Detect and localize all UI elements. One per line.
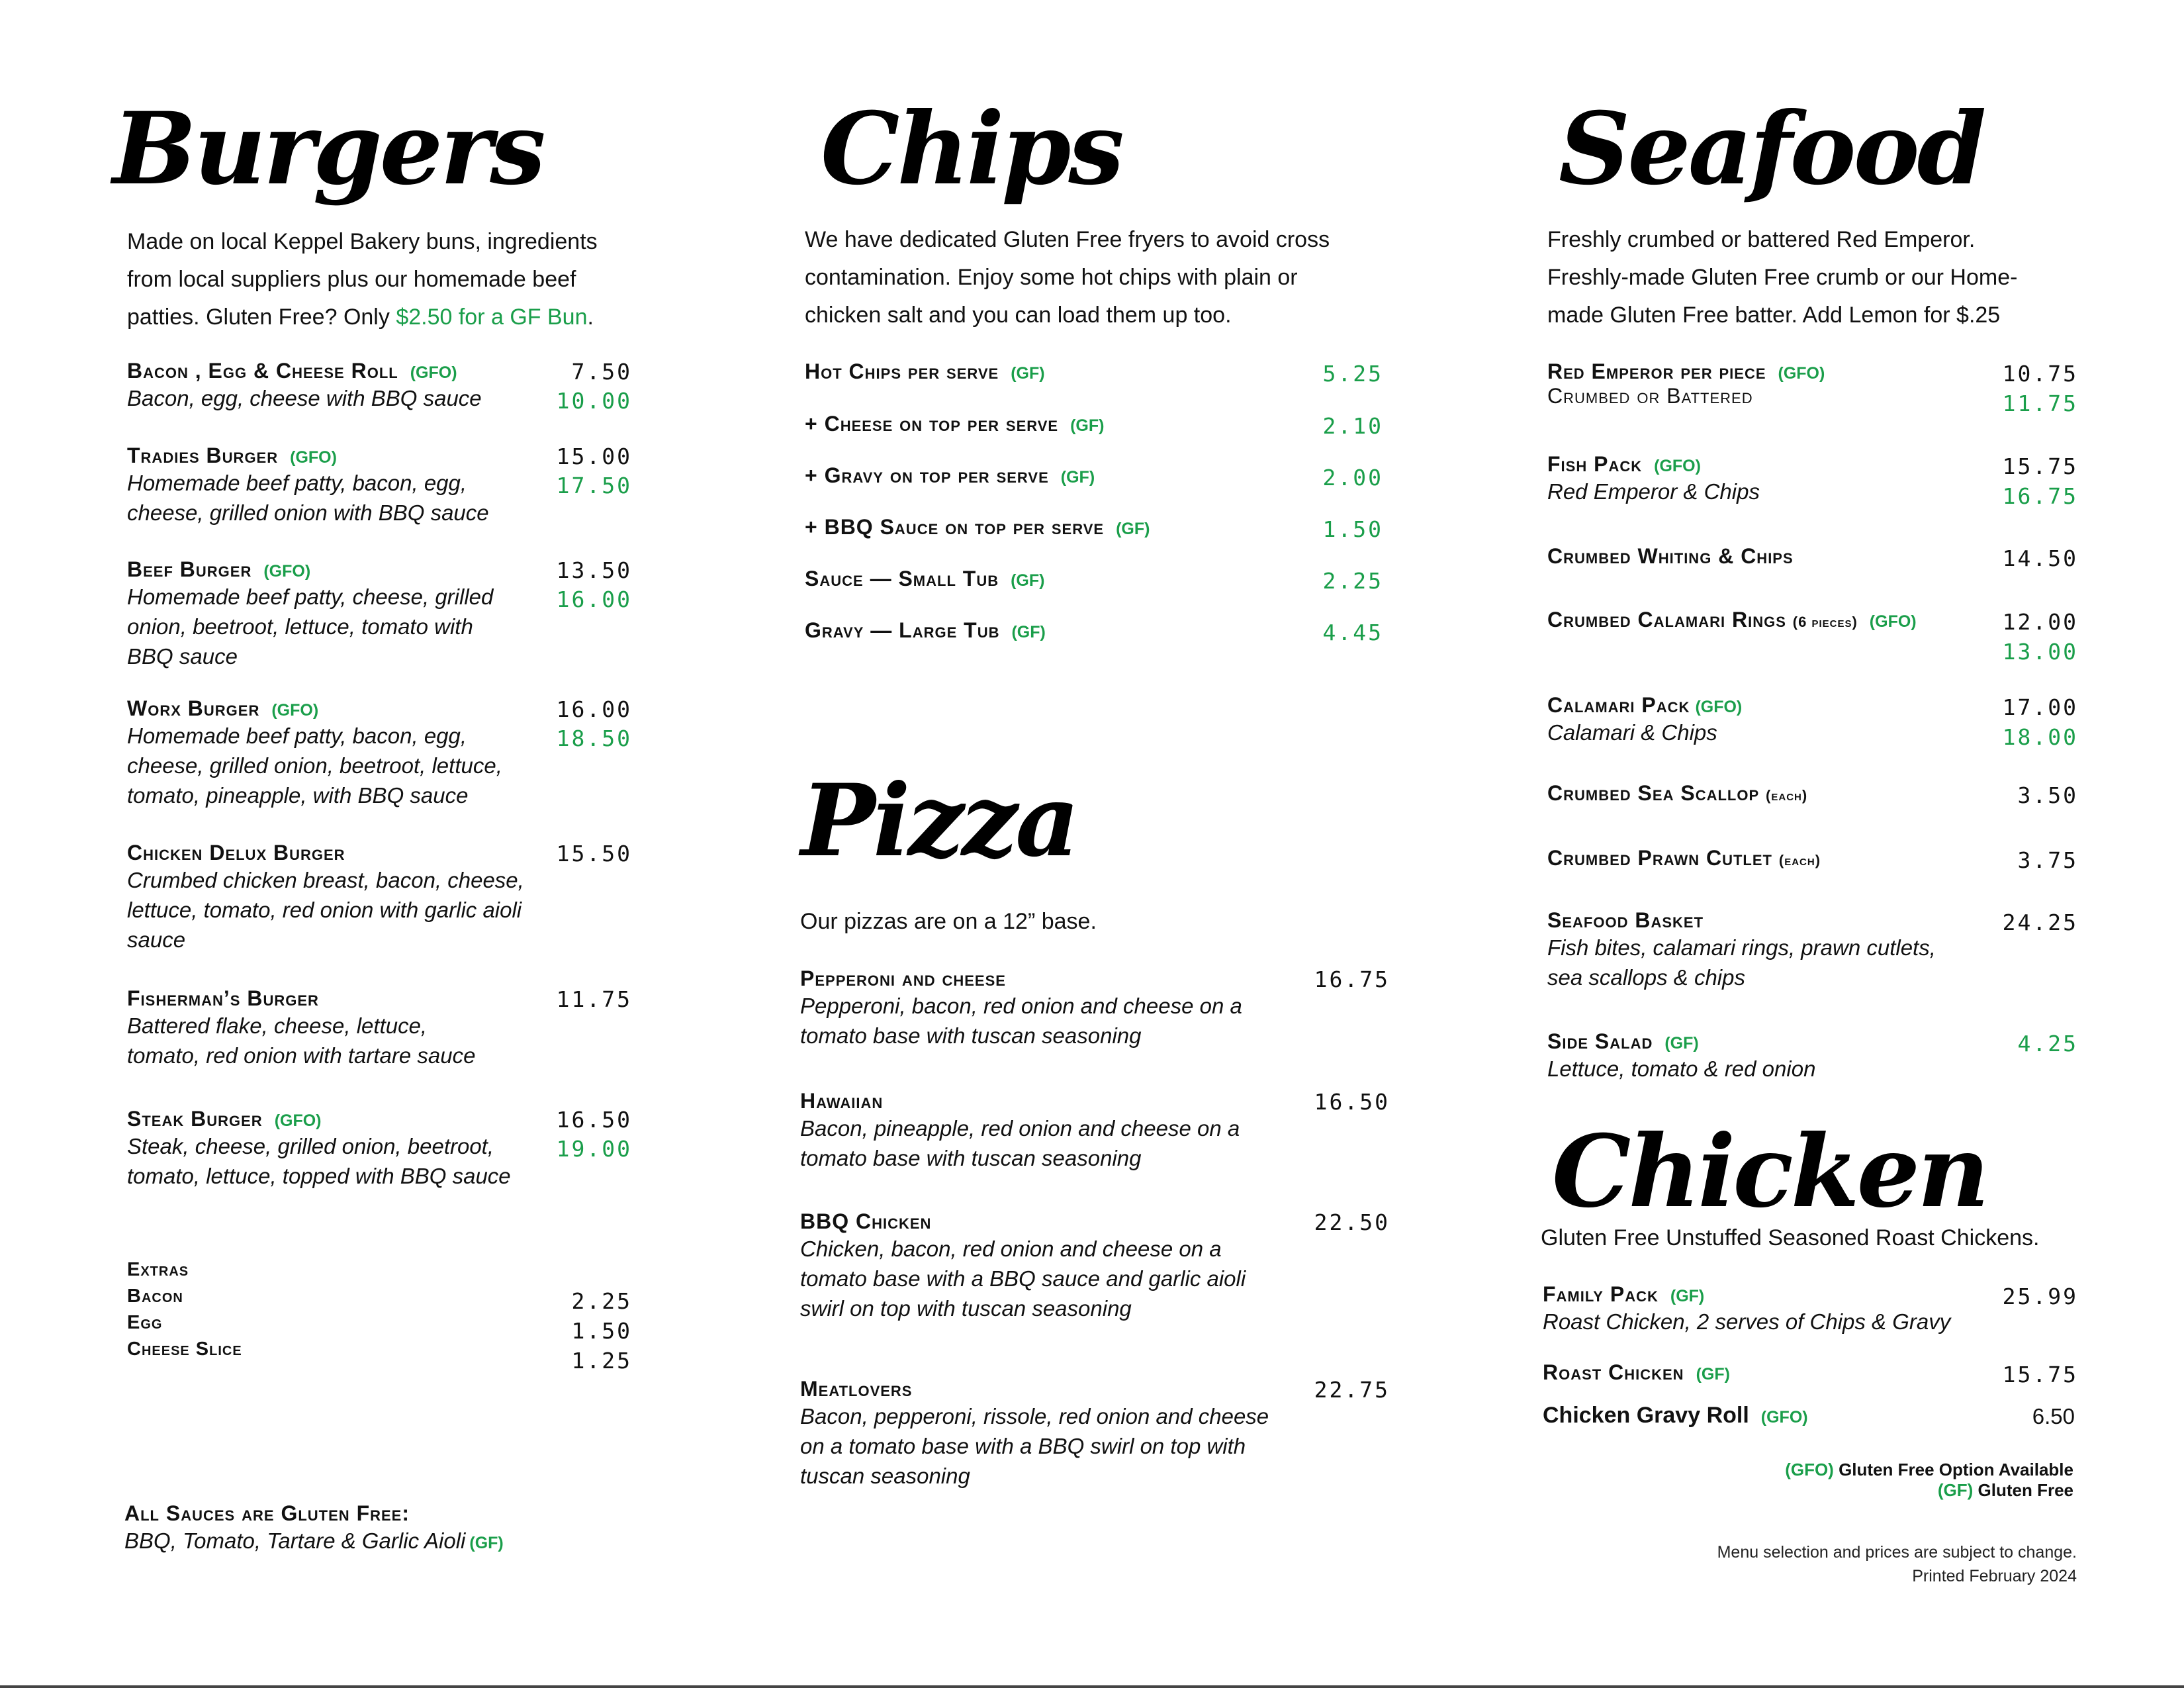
legend-gf-text: Gluten Free: [1978, 1480, 2073, 1500]
item-description: Steak, cheese, grilled onion, beetroot, tomato, lettuce, topped with BBQ sauce: [127, 1134, 511, 1188]
item-price: 5.25: [1322, 361, 1383, 387]
item-description: Bacon, pepperoni, rissole, red onion and cheese on a tomato base with a BBQ swirl on top with tuscan seasoning: [800, 1404, 1269, 1488]
menu-item: [805, 515, 1150, 539]
item-price-gf: 4.25: [2017, 1031, 2078, 1056]
item-name: Seafood Basket: [1547, 908, 1704, 932]
item-description: Battered flake, cheese, lettuce, tomato, red onion with tartare sauce: [127, 1013, 476, 1068]
item-price-gf: 18.00: [2002, 724, 2078, 750]
item-description: Calamari & Chips: [1547, 720, 1717, 745]
gf-tag: (GF): [469, 1534, 504, 1552]
item-name: Crumbed Sea Scallop: [1547, 781, 1760, 805]
legend-gfo-text: Gluten Free Option Available: [1839, 1460, 2073, 1479]
menu-item: [1543, 1403, 1808, 1429]
item-price: 6.50: [2032, 1404, 2075, 1429]
sauces-list: BBQ, Tomato, Tartare & Garlic Aioli: [124, 1528, 466, 1553]
extra-name: Bacon: [127, 1286, 183, 1307]
item-name: Worx Burger: [127, 696, 260, 720]
item-price: 16.50: [1314, 1089, 1390, 1115]
item-name: Hot Chips per serve: [805, 359, 999, 383]
burgers-intro: [127, 223, 630, 336]
item-name: Red Emperor per piece: [1547, 359, 1766, 383]
menu-item: [805, 359, 1045, 384]
menu-item: [127, 696, 531, 810]
menu-item: [805, 463, 1095, 488]
item-name: BBQ Chicken: [800, 1209, 932, 1233]
chips-title: Chips: [821, 91, 1122, 207]
item-price: 17.00: [2002, 694, 2078, 720]
footer-print-date: Printed February 2024: [1912, 1567, 2077, 1585]
item-price: 15.75: [2002, 453, 2078, 479]
item-price-gf: 13.00: [2002, 639, 2078, 665]
item-description: Homemade beef patty, bacon, egg, cheese, grilled onion with BBQ sauce: [127, 471, 489, 525]
item-description: Red Emperor & Chips: [1547, 479, 1760, 504]
item-name: Roast Chicken: [1543, 1360, 1684, 1384]
menu-item: [1547, 452, 2024, 506]
gf-tag: (GF): [1696, 1365, 1730, 1383]
extra-name: Egg: [127, 1312, 163, 1333]
gfo-tag: (GFO): [1869, 612, 1917, 631]
item-description: Fish bites, calamari rings, prawn cutlets, sea scallops & chips: [1547, 935, 1936, 990]
item-qualifier: (each): [1766, 787, 1808, 804]
item-price: 10.75: [2002, 361, 2078, 387]
item-price: 24.25: [2002, 910, 2078, 935]
menu-item: [800, 1089, 1277, 1173]
extra-price: 2.25: [571, 1288, 632, 1314]
gf-tag: (GF): [1011, 364, 1045, 383]
item-price: 13.50: [556, 557, 632, 583]
item-qualifier: (6 pieces): [1792, 614, 1858, 630]
item-name: Fish Pack: [1547, 452, 1643, 476]
item-name: Calamari Pack: [1547, 693, 1690, 717]
gf-bun-price: $2.50 for a GF Bun: [396, 305, 588, 330]
item-name: Family Pack: [1543, 1282, 1659, 1306]
item-description: Crumbed or Battered: [1547, 384, 1753, 408]
menu-item: [127, 986, 498, 1070]
item-price-gf: 11.75: [2002, 391, 2078, 416]
menu-item: [127, 841, 537, 955]
item-name: Crumbed Calamari Rings: [1547, 608, 1786, 632]
lemon-price: $.25: [1956, 303, 2001, 328]
footer-disclaimer: Menu selection and prices are subject to change.: [1717, 1543, 2077, 1562]
item-price: 2.00: [1322, 465, 1383, 491]
pizza-title: Pizza: [801, 763, 1077, 879]
item-price-gf: 16.75: [2002, 483, 2078, 509]
pizza-intro: Our pizzas are on a 12” base.: [800, 909, 1097, 934]
item-name: + Cheese on top per serve: [805, 412, 1059, 436]
item-description: Chicken, bacon, red onion and cheese on a tomato base with a BBQ sauce and garlic aioli swirl on top with tuscan seasoning: [800, 1237, 1246, 1321]
gfo-tag: (GFO): [274, 1111, 322, 1130]
menu-item: [1543, 1282, 2019, 1336]
gf-tag: (GF): [1011, 571, 1045, 590]
gf-tag: (GF): [1060, 468, 1095, 487]
item-price: 15.50: [556, 841, 632, 867]
item-name: Tradies Burger: [127, 444, 279, 467]
gfo-tag: (GFO): [1654, 457, 1701, 475]
menu-item: [1547, 908, 1958, 992]
item-price: 16.00: [556, 696, 632, 722]
item-price-gf: 19.00: [556, 1136, 632, 1162]
item-price: 15.75: [2002, 1362, 2078, 1387]
item-name: Chicken Delux Burger: [127, 841, 345, 865]
legend-gfo-tag: (GFO): [1785, 1460, 1834, 1479]
item-description: Homemade beef patty, bacon, egg, cheese, grilled onion, beetroot, lettuce, tomato, pineapple, with BBQ sauce: [127, 724, 502, 808]
item-description: Homemade beef patty, cheese, grilled onion, beetroot, lettuce, tomato with BBQ sauce: [127, 585, 494, 669]
menu-item: [127, 359, 551, 413]
item-description: Crumbed chicken breast, bacon, cheese, lettuce, tomato, red onion with garlic aioli sauce: [127, 868, 524, 952]
gfo-tag: (GFO): [1695, 698, 1743, 716]
item-name: Beef Burger: [127, 557, 252, 581]
item-price: 16.50: [556, 1107, 632, 1133]
seafood-intro: [1547, 221, 2050, 334]
menu-item: [1547, 1029, 2024, 1084]
extra-name: Cheese Slice: [127, 1338, 242, 1360]
gf-tag: (GF): [1664, 1034, 1699, 1053]
extra-price: 1.25: [571, 1348, 632, 1374]
legend-gf: [1655, 1480, 2073, 1501]
legend-gfo: [1655, 1460, 2073, 1480]
gf-tag: (GF): [1116, 520, 1150, 538]
item-description: Bacon, egg, cheese with BBQ sauce: [127, 386, 482, 410]
item-price-gf: 18.50: [556, 726, 632, 751]
gfo-tag: (GFO): [1760, 1408, 1808, 1427]
menu-item: [800, 966, 1277, 1051]
gfo-tag: (GFO): [263, 562, 311, 581]
item-price: 1.50: [1322, 516, 1383, 542]
item-price: 2.10: [1322, 413, 1383, 439]
burgers-title: Burgers: [113, 91, 543, 207]
gf-tag: (GF): [1670, 1287, 1705, 1305]
sauces-note: [124, 1501, 504, 1558]
footer-note: [1588, 1540, 2077, 1588]
item-name: Meatlovers: [800, 1377, 913, 1401]
extras-heading: Extras: [127, 1259, 189, 1280]
item-price: 22.50: [1314, 1209, 1390, 1235]
menu-item: [800, 1209, 1277, 1323]
item-price: 25.99: [2002, 1284, 2078, 1309]
item-description: Lettuce, tomato & red onion: [1547, 1056, 1816, 1081]
menu-item: [805, 567, 1044, 591]
menu-item: [127, 1107, 551, 1191]
chips-intro: We have dedicated Gluten Free fryers to avoid cross contamination. Enjoy some hot chips with plain or chicken salt and you can load them up too.: [805, 227, 1330, 328]
item-name: Crumbed Prawn Cutlet: [1547, 846, 1772, 870]
menu-item: [800, 1377, 1277, 1491]
item-description: Roast Chicken, 2 serves of Chips & Gravy: [1543, 1309, 1951, 1334]
item-name: Crumbed Whiting & Chips: [1547, 544, 1794, 568]
sauces-heading: All Sauces are Gluten Free:: [124, 1501, 410, 1525]
menu-item: [1547, 359, 2024, 408]
menu-item: [805, 412, 1104, 436]
menu-item: [1547, 781, 1807, 806]
gf-tag: (GF): [1011, 623, 1046, 641]
item-price: 12.00: [2002, 609, 2078, 635]
extra-price: 1.50: [571, 1318, 632, 1344]
menu-item: [127, 557, 518, 671]
menu-item: [1543, 1360, 1730, 1385]
menu-item: [1547, 846, 1821, 870]
menu-item: [1547, 544, 1794, 569]
item-name: Pepperoni and cheese: [800, 966, 1006, 990]
item-name: Hawaiian: [800, 1089, 884, 1113]
menu-item: [805, 618, 1046, 643]
item-name: Steak Burger: [127, 1107, 263, 1131]
seafood-title: Seafood: [1559, 91, 1984, 207]
gf-tag: (GF): [1070, 416, 1105, 435]
item-qualifier: (each): [1778, 852, 1821, 868]
legend: [1655, 1460, 2073, 1501]
gfo-tag: (GFO): [290, 448, 337, 467]
item-description: Bacon, pineapple, red onion and cheese on a tomato base with tuscan seasoning: [800, 1116, 1240, 1170]
legend-gf-tag: (GF): [1937, 1480, 1974, 1500]
chicken-intro: Gluten Free Unstuffed Seasoned Roast Chickens.: [1541, 1225, 2040, 1250]
item-price-gf: 17.50: [556, 473, 632, 498]
item-name: Chicken Gravy Roll: [1543, 1403, 1749, 1428]
item-price: 2.25: [1322, 568, 1383, 594]
item-name: Fisherman’s Burger: [127, 986, 319, 1010]
chicken-title: Chicken: [1552, 1113, 1987, 1230]
burgers-intro-text: Made on local Keppel Bakery buns, ingredients from local suppliers plus our homemade beef patties. Gluten Free? Only: [127, 229, 598, 330]
item-price-gf: 10.00: [556, 388, 632, 414]
item-description: Pepperoni, bacon, red onion and cheese on a tomato base with tuscan seasoning: [800, 994, 1242, 1048]
item-price: 3.50: [2017, 782, 2078, 808]
item-name: Gravy — Large Tub: [805, 618, 1000, 642]
gfo-tag: (GFO): [410, 363, 457, 382]
item-price: 16.75: [1314, 966, 1390, 992]
item-price: 4.45: [1322, 620, 1383, 645]
gfo-tag: (GFO): [1778, 364, 1825, 383]
item-name: + BBQ Sauce on top per serve: [805, 515, 1105, 539]
menu-item: [127, 444, 524, 528]
seafood-intro-text: Freshly crumbed or battered Red Emperor. Freshly-made Gluten Free crumb or our Home-made Gluten Free batter. Add Lemon for: [1547, 227, 2018, 328]
extras-list: [127, 1256, 242, 1362]
item-price: 7.50: [571, 359, 632, 385]
item-name: Side Salad: [1547, 1029, 1653, 1053]
menu-item: [1547, 693, 2024, 747]
gfo-tag: (GFO): [271, 701, 319, 720]
item-price: 11.75: [556, 986, 632, 1012]
menu-item: [1547, 608, 1917, 632]
item-name: Bacon , Egg & Cheese Roll: [127, 359, 398, 383]
item-price-gf: 16.00: [556, 586, 632, 612]
item-price: 3.75: [2017, 847, 2078, 873]
item-name: + Gravy on top per serve: [805, 463, 1049, 487]
item-price: 14.50: [2002, 545, 2078, 571]
burgers-intro-end: .: [587, 305, 594, 330]
item-name: Sauce — Small Tub: [805, 567, 999, 590]
item-price: 22.75: [1314, 1377, 1390, 1403]
page-bottom-border: [0, 1685, 2184, 1688]
item-price: 15.00: [556, 444, 632, 469]
